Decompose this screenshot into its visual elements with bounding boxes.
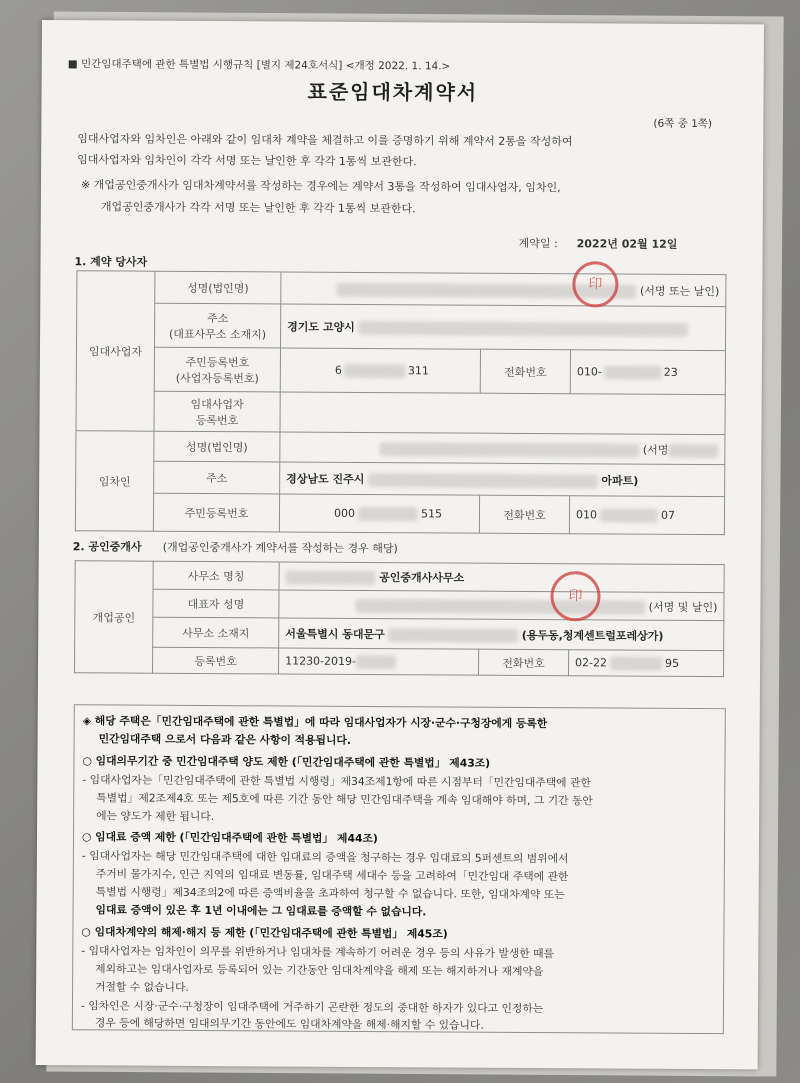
- broker-office-label: 사무소 명칭: [153, 561, 279, 590]
- contract-date-label: 계약일 :: [518, 236, 558, 251]
- broker-table: [74, 560, 725, 677]
- parties-table: [75, 270, 727, 535]
- tenant-id-end: 515: [420, 506, 443, 520]
- broker-rep-sign: (서명 및 날인): [648, 600, 718, 614]
- landlord-phone-end: 23: [663, 365, 678, 379]
- tenant-group-label: 임차인: [75, 431, 154, 531]
- landlord-id-end: 311: [407, 363, 429, 377]
- tenant-address-value: 경상남도 진주시: [286, 472, 365, 486]
- notice-line: - 임대사업자는「민간임대주택에 관한 특별법 시행령」제34조제1항에 따른 시점부터「민간임대주택에 관한: [82, 773, 591, 790]
- landlord-name-label: 성명(법인명): [155, 271, 281, 304]
- redacted-office: [286, 570, 376, 585]
- contract-page: [36, 20, 764, 1069]
- notice-line: ○ 임대차계약의 해제·해지 등 제한 (「민간임대주택에 관한 특별법」 제45조): [81, 925, 448, 941]
- notice-box: [72, 704, 726, 1034]
- notice-line: ○ 임대의무기간 중 민간임대주택 양도 제한 (「민간임대주택에 관한 특별법」 제43조): [82, 754, 491, 770]
- redacted-id: [344, 363, 406, 377]
- page-info: (6쪽 중 1쪽): [653, 117, 713, 131]
- section-broker-subtitle: (개업공인중개사가 계약서를 작성하는 경우 해당): [162, 540, 398, 556]
- broker-reg-label: 등록번호: [153, 647, 279, 674]
- broker-office-value: 공인중개사사무소: [379, 570, 465, 585]
- intro-note-2: 개업공인중개사가 각각 서명 또는 날인한 후 각각 1통씩 보관한다.: [100, 200, 416, 216]
- broker-group-label: 개업공인: [75, 561, 154, 673]
- tenant-sign-label: (서명: [642, 443, 669, 457]
- tenant-name-label: 성명(법인명): [154, 431, 280, 462]
- broker-rep-label: 대표자 성명: [153, 589, 279, 618]
- landlord-id-label: 주민등록번호: [185, 355, 250, 369]
- document-title: 표준임대차계약서: [307, 79, 479, 105]
- notice-line: ○ 임대료 증액 제한 (「민간임대주택에 관한 특별법」 제44조): [81, 830, 378, 846]
- intro-line-1: 임대사업자와 임차인은 아래와 같이 임대차 계약을 체결하고 이를 증명하기 위해 계약서 2통을 작성하여: [77, 132, 573, 149]
- landlord-biz-sublabel: 등록번호: [195, 413, 239, 427]
- landlord-address-sublabel: (대표사무소 소재지): [168, 327, 267, 341]
- landlord-id-sublabel: (사업자등록번호): [175, 371, 259, 385]
- notice-line: 에는 양도가 제한 됩니다.: [96, 809, 215, 824]
- broker-seal: 印: [550, 571, 600, 621]
- redacted-signature: [668, 443, 718, 457]
- tenant-address-suffix: 아파트): [601, 473, 639, 488]
- broker-phone-start: 02-22: [575, 655, 608, 669]
- section-parties-title: 1. 계약 당사자: [74, 255, 148, 269]
- tenant-id-label: 주민등록번호: [153, 493, 279, 532]
- redacted-broker-addr: [388, 628, 518, 643]
- broker-addr-label: 사무소 소재지: [153, 617, 279, 648]
- broker-reg-value: 11230-2019-: [285, 653, 357, 668]
- notice-line: 거절할 수 없습니다.: [95, 980, 189, 994]
- landlord-phone-label: 전화번호: [480, 349, 570, 394]
- landlord-address-value: 경기도 고양시: [287, 320, 355, 334]
- notice-line: - 임차인은 시장·군수·구청장이 임대주택에 거주하기 곤란한 정도의 중대한 하자가 있다고 인정하는: [80, 999, 544, 1016]
- notice-line: 특별법 시행령」제34조의2에 따른 증액비율을 초과하여 청구할 수 없습니다. 또한, 임대차계약 또는: [95, 885, 565, 902]
- broker-addr-suffix: (용두동,청계센트럴포레상가): [521, 628, 664, 643]
- form-reference: ■ 민간임대주택에 관한 특별법 시행규칙 [별지 제24호서식] <개정 2022. 1. 14.>: [67, 58, 451, 73]
- section-broker-title: 2. 공인중개사: [72, 540, 142, 554]
- broker-addr-value: 서울특별시 동대문구: [285, 626, 385, 641]
- intro-note-1: ※ 개업공인중개사가 임대차계약서를 작성하는 경우에는 계약서 3통을 작성하여 임대사업자, 임차인,: [80, 178, 561, 195]
- broker-phone-label: 전화번호: [479, 649, 569, 676]
- tenant-phone-end: 07: [660, 508, 676, 522]
- redacted-reg: [356, 654, 396, 668]
- notice-line: 주거비 물가지수, 인근 지역의 임대료 변동률, 임대주택 세대수 등을 고려하여「민간임대 주택에 관한: [95, 867, 569, 884]
- tenant-phone-start: 010: [575, 507, 598, 521]
- landlord-group-label: 임대사업자: [76, 271, 155, 431]
- notice-line: 민간임대주택 으로서 다음과 같은 사항이 적용됩니다.: [98, 732, 352, 747]
- landlord-seal: 印: [572, 261, 618, 307]
- notice-line: 임대료 증액이 있은 후 1년 이내에는 그 임대료를 증액할 수 없습니다.: [95, 903, 427, 919]
- landlord-phone-start: 010-: [576, 364, 602, 378]
- landlord-biz-label: 임대사업자: [190, 397, 244, 411]
- notice-line: - 임대사업자는 임차인이 의무를 위반하거나 임대차를 계속하기 어려운 경우 등의 사유가 발생한 때를: [81, 944, 555, 961]
- notice-line: 특별법」제2조제4호 또는 제5호에 따른 기간 동안 해당 민간임대주택을 계속 임대해야 하며, 그 기간 동안: [96, 791, 593, 808]
- redacted-broker-phone: [610, 656, 662, 670]
- redacted-tenant-name: [379, 442, 639, 458]
- redacted-tenant-phone: [600, 508, 658, 522]
- tenant-id-start: 000: [333, 506, 356, 520]
- redacted-phone: [604, 365, 662, 379]
- broker-phone-end: 95: [665, 656, 680, 670]
- landlord-address-label: 주소: [207, 311, 229, 325]
- notice-line: 제외하고는 임대사업자로 등록되어 있는 기간동안 임대차계약을 해제 또는 해지하거나 재계약을: [95, 962, 544, 979]
- contract-date-value: 2022년 02월 12일: [576, 237, 678, 251]
- notice-line: 경우 등에 해당하면 임대의무기간 동안에도 임대차계약을 해제·해지할 수 있습니다.: [94, 1016, 484, 1032]
- landlord-sign-label: (서명 또는 날인): [639, 284, 720, 298]
- intro-line-2: 임대사업자와 임차인이 각각 서명 또는 날인한 후 각각 1통씩 보관한다.: [77, 153, 417, 169]
- notice-line: - 임대사업자는 해당 민간임대주택에 대한 임대료의 증액을 청구하는 경우 임대료의 5퍼센트의 범위에서: [81, 849, 569, 866]
- tenant-phone-label: 전화번호: [479, 495, 569, 534]
- redacted-rep: [355, 598, 645, 614]
- notice-line: ◈ 해당 주택은「민간임대주택에 관한 특별법」에 따라 임대사업자가 시장·군수·구청장에게 등록한: [82, 714, 548, 731]
- redacted-tenant-address: [368, 472, 598, 487]
- redacted-address: [358, 320, 688, 336]
- tenant-address-label: 주소: [154, 461, 280, 494]
- redacted-tenant-id: [358, 506, 418, 520]
- landlord-id-start: 6: [334, 363, 342, 377]
